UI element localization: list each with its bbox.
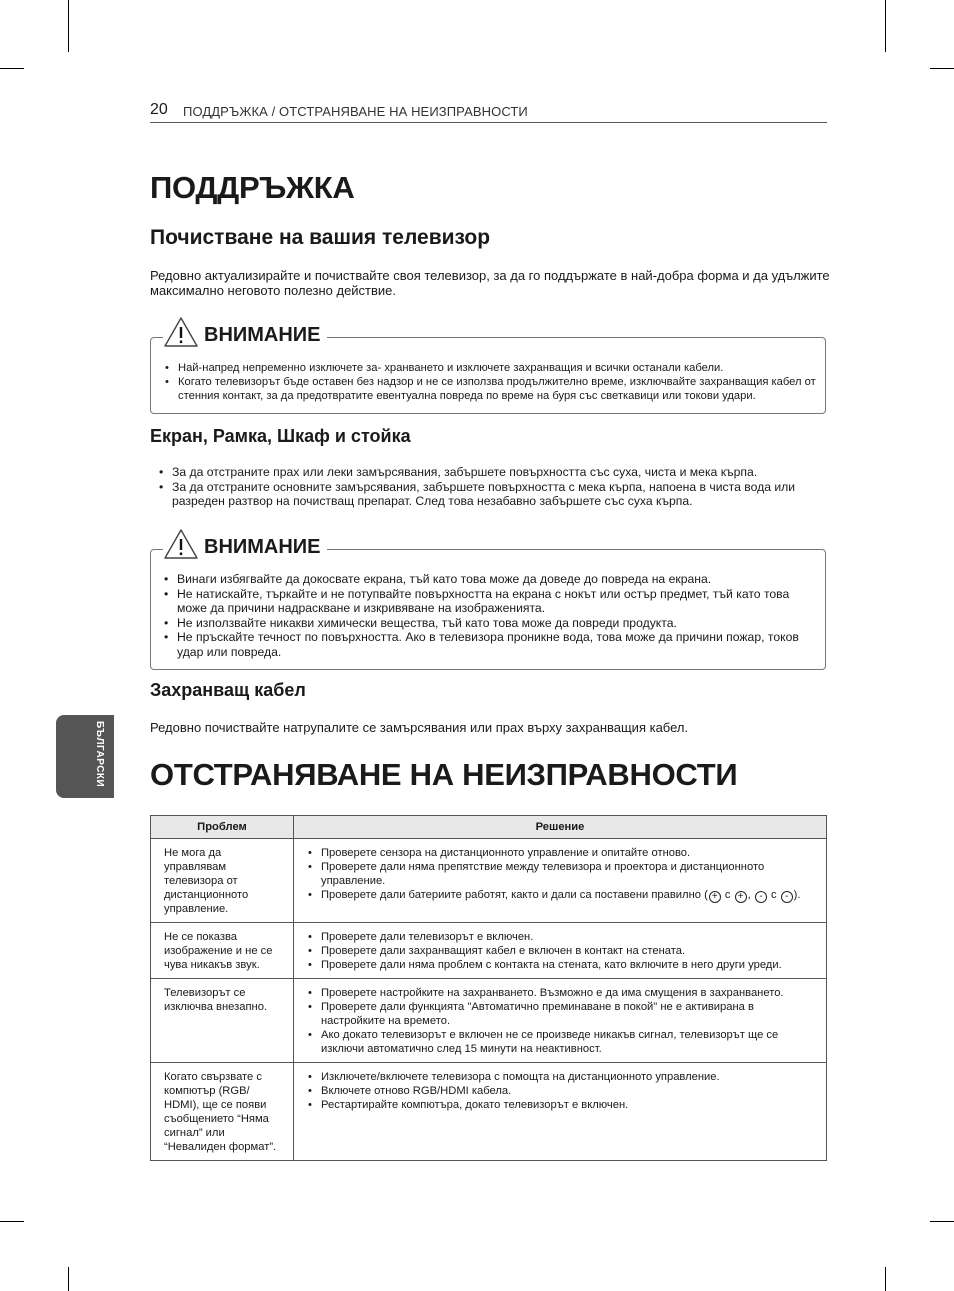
column-header-solution: Решение bbox=[294, 816, 827, 839]
plus-polarity-icon: + bbox=[709, 891, 721, 903]
list-item: • Проверете дали телевизорът е включен. bbox=[308, 930, 818, 944]
list-item: • Не натискайте, търкайте и не потупвайте повърхността на екрана с нокът или остър предмет, тъй като това може да причини надраскване и изкривяване на изображенията. bbox=[164, 587, 814, 616]
battery-text-prefix: Проверете дали батериите работят, както и дали са поставени правилно ( bbox=[321, 889, 708, 901]
list-item: • Най-напред непременно изключете за- хранването и изключете захранващия и всички останали кабели. bbox=[165, 361, 817, 375]
caution-box bbox=[150, 536, 826, 670]
list-item: • Проверете сензора на дистанционното управление и опитайте отново. bbox=[308, 846, 818, 860]
crop-mark bbox=[885, 1267, 886, 1291]
page-number: 20 bbox=[150, 101, 168, 118]
header-breadcrumb: ПОДДРЪЖКА / ОТСТРАНЯВАНЕ НА НЕИЗПРАВНОСТИ bbox=[183, 104, 528, 119]
list-item: • Проверете дали функцията "Автоматично преминаване в покой" не е активирана в настройките на времето. bbox=[308, 1000, 818, 1028]
list-item: • За да отстраните основните замърсявания, забършете повърхността с мека кърпа, напоена в чиста вода или разреден разтвор на почистващ препарат. След това незабавно забършете със суха кърпа. bbox=[159, 480, 831, 509]
table-header-row bbox=[151, 816, 827, 839]
solution-list bbox=[308, 930, 818, 972]
table-row bbox=[151, 839, 827, 923]
problem-cell: Не мога да управлявам телевизора от дистанционното управление. bbox=[151, 839, 294, 923]
caution-title: ВНИМАНИЕ bbox=[204, 324, 321, 346]
solution-cell bbox=[294, 839, 827, 923]
maintenance-title: ПОДДРЪЖКА bbox=[150, 170, 355, 205]
crop-mark bbox=[930, 68, 954, 69]
warning-triangle-icon bbox=[163, 528, 199, 560]
list-item bbox=[308, 888, 818, 903]
table-row bbox=[151, 1063, 827, 1161]
list-item: • Когато телевизорът бъде оставен без надзор и не се използва продължително време, изключвайте захранващия кабел от стенния контакт, за да предотвратите евентуална повреда по време на буря със светкавици или токови удари. bbox=[165, 375, 817, 403]
list-item: • Проверете настройките на захранването. Възможно е да има смущения в захранването. bbox=[308, 986, 818, 1000]
list-item: • Изключете/включете телевизора с помощта на дистанционното управление. bbox=[308, 1070, 818, 1084]
page-header bbox=[150, 101, 827, 123]
list-item: • Включете отново RGB/HDMI кабела. bbox=[308, 1084, 818, 1098]
list-item: • За да отстраните прах или леки замърсявания, забършете повърхността със суха, чиста и мека кърпа. bbox=[159, 465, 831, 480]
solution-cell bbox=[294, 1063, 827, 1161]
table-row bbox=[151, 979, 827, 1063]
crop-mark bbox=[68, 0, 69, 52]
battery-text-with: с bbox=[767, 889, 780, 901]
list-item: • Проверете дали няма проблем с контакта на стената, като включите в него други уреди. bbox=[308, 958, 818, 972]
crop-mark bbox=[0, 1221, 24, 1222]
caution-list bbox=[164, 572, 814, 659]
crop-mark bbox=[68, 1267, 69, 1291]
list-item: • Проверете дали няма препятствие между телевизора и проектора и дистанционното управление. bbox=[308, 860, 818, 888]
problem-cell: Телевизорът се изключва внезапно. bbox=[151, 979, 294, 1063]
list-item: • Ако докато телевизорът е включен не се произведе никакъв сигнал, телевизорът ще се изключи автоматично след 15 минути на неактивност. bbox=[308, 1028, 818, 1056]
list-item: • Не използвайте никакви химически вещества, тъй като това може да повреди продукта. bbox=[164, 616, 814, 631]
battery-text-separator: , bbox=[747, 889, 754, 901]
caution-heading bbox=[163, 526, 327, 560]
table-row bbox=[151, 923, 827, 979]
crop-mark bbox=[0, 68, 24, 69]
minus-polarity-icon: - bbox=[781, 891, 793, 903]
solution-list bbox=[308, 1070, 818, 1112]
battery-text-suffix: ). bbox=[793, 889, 801, 901]
solution-list bbox=[308, 986, 818, 1056]
list-item: • Проверете дали захранващият кабел е включен в контакт на стената. bbox=[308, 944, 818, 958]
crop-mark bbox=[930, 1221, 954, 1222]
list-item: • Винаги избягвайте да докосвате екрана, тъй като това може да доведе до повреда на екрана. bbox=[164, 572, 814, 587]
list-item: • Рестартирайте компютъра, докато телевизорът е включен. bbox=[308, 1098, 818, 1112]
battery-text-with: с bbox=[721, 889, 734, 901]
cleaning-section-title: Почистване на вашия телевизор bbox=[150, 226, 491, 249]
list-item: • Не пръскайте течност по повърхността. Ако в телевизора проникне вода, това може да причини пожар, токов удар или повреда. bbox=[164, 630, 814, 659]
crop-mark bbox=[885, 0, 886, 52]
troubleshooting-title: ОТСТРАНЯВАНЕ НА НЕИЗПРАВНОСТИ bbox=[150, 757, 738, 792]
solution-list bbox=[308, 846, 818, 903]
plus-polarity-icon: + bbox=[735, 891, 747, 903]
caution-heading bbox=[163, 314, 327, 348]
screen-cleaning-list bbox=[159, 465, 831, 509]
cleaning-intro: Редовно актуализирайте и почиствайте своя телевизор, за да го поддържате в най-добра форма и да удължите максимално неговото полезно действие. bbox=[150, 268, 830, 298]
screen-section-title: Екран, Рамка, Шкаф и стойка bbox=[150, 426, 411, 446]
solution-cell bbox=[294, 923, 827, 979]
caution-box bbox=[150, 324, 826, 414]
problem-cell: Не се показва изображение и не се чува никакъв звук. bbox=[151, 923, 294, 979]
solution-cell bbox=[294, 979, 827, 1063]
column-header-problem: Проблем bbox=[151, 816, 294, 839]
minus-polarity-icon: - bbox=[755, 891, 767, 903]
problem-cell: Когато свързвате с компютър (RGB/ HDMI), ще се появи съобщението “Няма сигнал” или “Невалиден формат”. bbox=[151, 1063, 294, 1161]
caution-title: ВНИМАНИЕ bbox=[204, 536, 321, 558]
warning-triangle-icon bbox=[163, 316, 199, 348]
caution-list bbox=[165, 361, 817, 403]
troubleshooting-table bbox=[150, 815, 827, 1161]
language-tab-label: БЪЛГАРСКИ bbox=[94, 721, 105, 788]
cable-section-title: Захранващ кабел bbox=[150, 680, 306, 700]
language-tab bbox=[56, 715, 114, 798]
cable-text: Редовно почиствайте натрупалите се замърсявания или прах върху захранващия кабел. bbox=[150, 720, 689, 735]
